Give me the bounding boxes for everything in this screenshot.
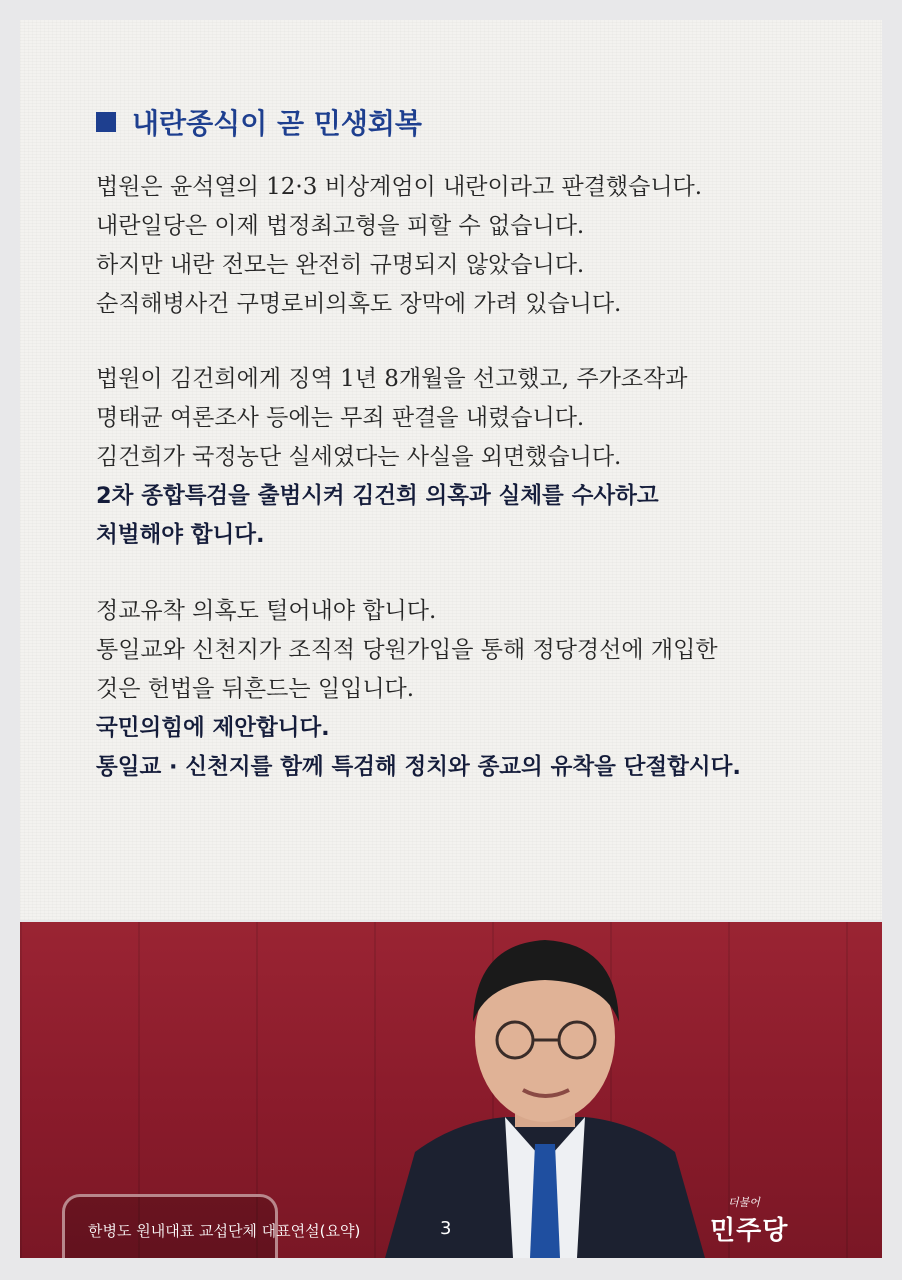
square-bullet-icon bbox=[96, 112, 116, 132]
logo-main-text: 민주당 bbox=[710, 1216, 789, 1246]
speaker-figure-illustration bbox=[345, 922, 745, 1258]
text-line: 김건희가 국정농단 실세였다는 사실을 외면했습니다. bbox=[96, 444, 622, 470]
text-line: 순직해병사건 구명로비의혹도 장막에 가려 있습니다. bbox=[96, 291, 622, 317]
section-title: 내란종식이 곧 민생회복 bbox=[132, 107, 422, 140]
logo-small-text: 더불어 bbox=[728, 1196, 760, 1209]
text-line: 정교유착 의혹도 털어내야 합니다. bbox=[96, 598, 437, 624]
text-line: 것은 헌법을 뒤흔드는 일입니다. bbox=[96, 676, 415, 702]
text-line: 통일교와 신천지가 조직적 당원가입을 통해 정당경선에 개입한 bbox=[96, 637, 718, 663]
text-line: 법원은 윤석열의 12·3 비상계엄이 내란이라고 판결했습니다. bbox=[96, 174, 703, 200]
text-line: 명태균 여론조사 등에는 무죄 판결을 내렸습니다. bbox=[96, 405, 585, 431]
text-panel bbox=[20, 20, 882, 920]
text-line: 내란일당은 이제 법정최고형을 피할 수 없습니다. bbox=[96, 213, 585, 239]
emphasis-line: 2차 종합특검을 출범시켜 김건희 의혹과 실체를 수사하고 bbox=[96, 483, 659, 509]
paragraph-3 bbox=[96, 592, 876, 787]
paragraph-2 bbox=[96, 360, 876, 555]
speaker-photo bbox=[20, 922, 882, 1258]
party-logo bbox=[710, 1194, 788, 1247]
text-line: 하지만 내란 전모는 완전히 규명되지 않았습니다. bbox=[96, 252, 585, 278]
speech-caption: 한병도 원내대표 교섭단체 대표연설(요약) bbox=[88, 1222, 361, 1240]
emphasis-line: 국민의힘에 제안합니다. bbox=[96, 715, 330, 741]
paragraph-1 bbox=[96, 168, 876, 324]
page-number: 3 bbox=[440, 1218, 452, 1239]
text-line: 법원이 김건희에게 징역 1년 8개월을 선고했고, 주가조작과 bbox=[96, 366, 688, 392]
emphasis-line: 통일교 · 신천지를 함께 특검해 정치와 종교의 유착을 단절합시다. bbox=[96, 754, 741, 780]
emphasis-line: 처벌해야 합니다. bbox=[96, 522, 265, 548]
section-heading bbox=[96, 102, 422, 142]
